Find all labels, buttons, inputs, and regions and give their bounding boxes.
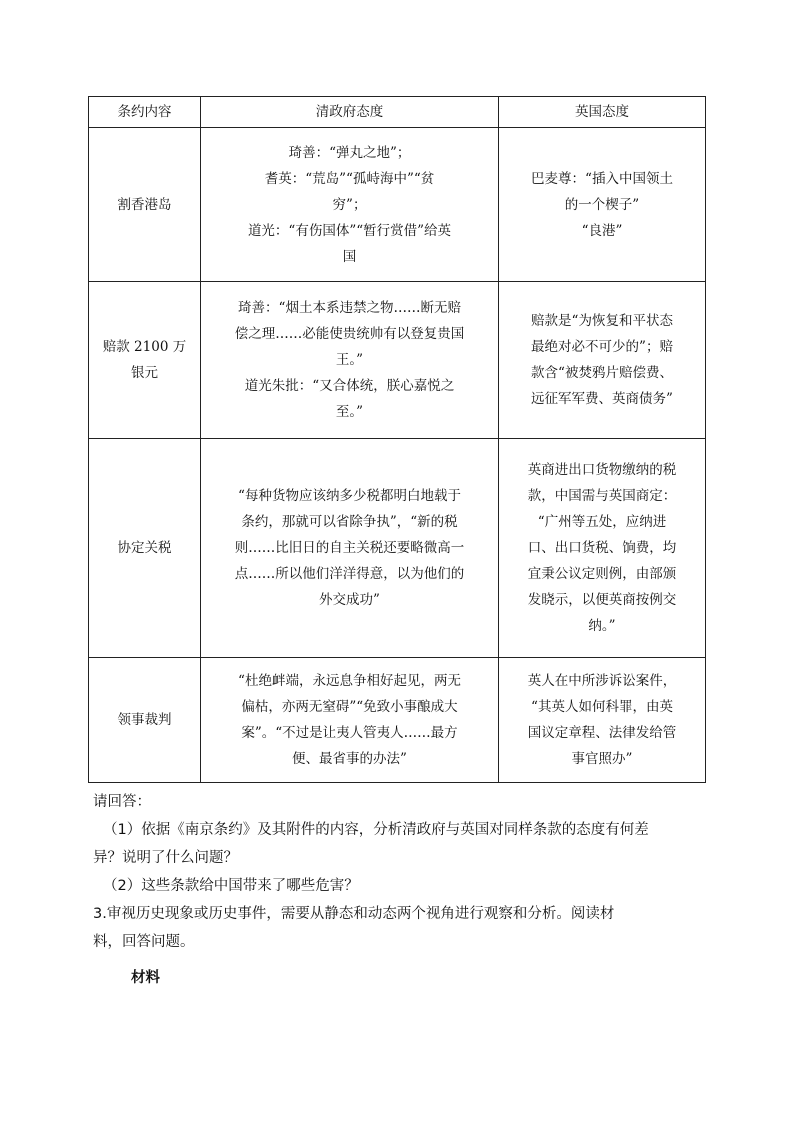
qing-attitude-cell	[201, 282, 499, 439]
cell-text: 的一个楔子”	[564, 196, 640, 213]
britain-attitude-cell	[499, 128, 706, 282]
cell-text: 条约，那就可以省除争执”，“新的税	[241, 514, 458, 530]
qing-attitude-cell	[201, 658, 499, 783]
cell-text: 案”。“不过是让夷人管夷人……最方	[241, 725, 458, 741]
cell-text: 便、最省事的办法”	[292, 751, 407, 767]
question-3-line-2: 料，回答问题。	[93, 934, 195, 950]
cell-text: 协定关税	[117, 540, 172, 556]
cell-text: 偏枯，亦两无窒碍”“免致小事酿成大	[241, 699, 458, 715]
cell-text: 国	[342, 248, 357, 265]
cell-text: 国议定章程、法律发给管	[527, 725, 677, 741]
cell-text: 银元	[131, 365, 158, 381]
question-3-line-1: 3.审视历史现象或历史事件，需要从静态和动态两个视角进行观察和分析。阅读材	[93, 906, 615, 922]
cell-text: 巴麦尊：“插入中国领土	[531, 170, 673, 187]
cell-text: 琦善：“弹丸之地”；	[288, 144, 411, 161]
cell-text: 割香港岛	[117, 196, 172, 213]
table-row	[89, 439, 706, 658]
cell-text: 偿之理……必能使贵统帅有以登复贵国	[234, 326, 465, 342]
cell-text: 远征军军费、英商债务”	[531, 391, 673, 407]
cell-text: 赔款是“为恢复和平状态	[531, 313, 673, 329]
treaty-topic-cell	[89, 282, 201, 439]
cell-text: “杜绝衅端，永远息争相好起见，两无	[238, 673, 461, 689]
treaty-topic-cell	[89, 439, 201, 658]
cell-text: “广州等五处，应纳进	[537, 514, 667, 530]
question-2: （2）这些条款给中国带来了哪些危害？	[103, 878, 359, 894]
cell-text: 事官照办”	[571, 751, 633, 767]
table-row	[89, 282, 706, 439]
cell-text: 最绝对必不可少的”；赔	[531, 339, 673, 355]
header-qing-attitude: 清政府态度	[201, 97, 499, 128]
cell-text: “每种货物应该纳多少税都明白地载于	[238, 488, 461, 504]
britain-attitude-cell	[499, 282, 706, 439]
table-header-row	[89, 97, 706, 128]
cell-text: 道光：“有伤国体”“暂行赏借”给英	[247, 222, 452, 239]
cell-text: 琦善：“烟土本系违禁之物……断无赔	[238, 300, 461, 316]
question-1-line-1: （1）依据《南京条约》及其附件的内容，分析清政府与英国对同样条款的态度有何差	[103, 822, 649, 838]
cell-text: “良港”	[581, 222, 623, 239]
cell-text: 赔款 2100 万	[102, 339, 187, 355]
cell-text: 款含“被焚鸦片赔偿费、	[531, 365, 673, 381]
cell-text: 款，中国需与英国商定：	[527, 488, 677, 504]
treaty-topic-cell	[89, 128, 201, 282]
answer-prompt: 请回答：	[93, 794, 151, 810]
cell-text: 王。”	[335, 352, 364, 368]
header-britain-attitude: 英国态度	[499, 97, 706, 128]
questions-section	[93, 788, 713, 992]
cell-text: 则……比旧日的自主关税还要略微高一	[234, 540, 465, 556]
cell-text: 领事裁判	[117, 712, 172, 728]
table-row	[89, 658, 706, 783]
material-heading: 材料	[131, 970, 160, 986]
cell-text: 英人在中所涉诉讼案件，	[527, 673, 677, 689]
cell-text: 英商进出口货物缴纳的税	[527, 462, 677, 478]
header-treaty-content: 条约内容	[89, 97, 201, 128]
cell-text: 点……所以他们洋洋得意，以为他们的	[234, 566, 465, 582]
cell-text: 口、出口货税、饷费，均	[527, 540, 677, 556]
qing-attitude-cell	[201, 128, 499, 282]
question-1-line-2: 异？说明了什么问题？	[93, 850, 238, 866]
cell-text: 发晓示，以便英商按例交	[527, 592, 677, 608]
cell-text: 耆英：“荒岛”“孤峙海中”“贫	[264, 170, 435, 187]
cell-text: 外交成功”	[319, 592, 380, 608]
cell-text: “其英人如何科罪，由英	[531, 699, 673, 715]
table-row	[89, 128, 706, 282]
treaty-comparison-table	[88, 96, 706, 783]
britain-attitude-cell	[499, 439, 706, 658]
britain-attitude-cell	[499, 658, 706, 783]
cell-text: 至。”	[335, 404, 364, 420]
qing-attitude-cell	[201, 439, 499, 658]
cell-text: 道光朱批：“又合体统，朕心嘉悦之	[244, 378, 455, 394]
cell-text: 纳。”	[588, 618, 616, 634]
treaty-topic-cell	[89, 658, 201, 783]
cell-text: 穷”；	[332, 196, 367, 213]
cell-text: 宜秉公议定则例，由部颁	[527, 566, 677, 582]
